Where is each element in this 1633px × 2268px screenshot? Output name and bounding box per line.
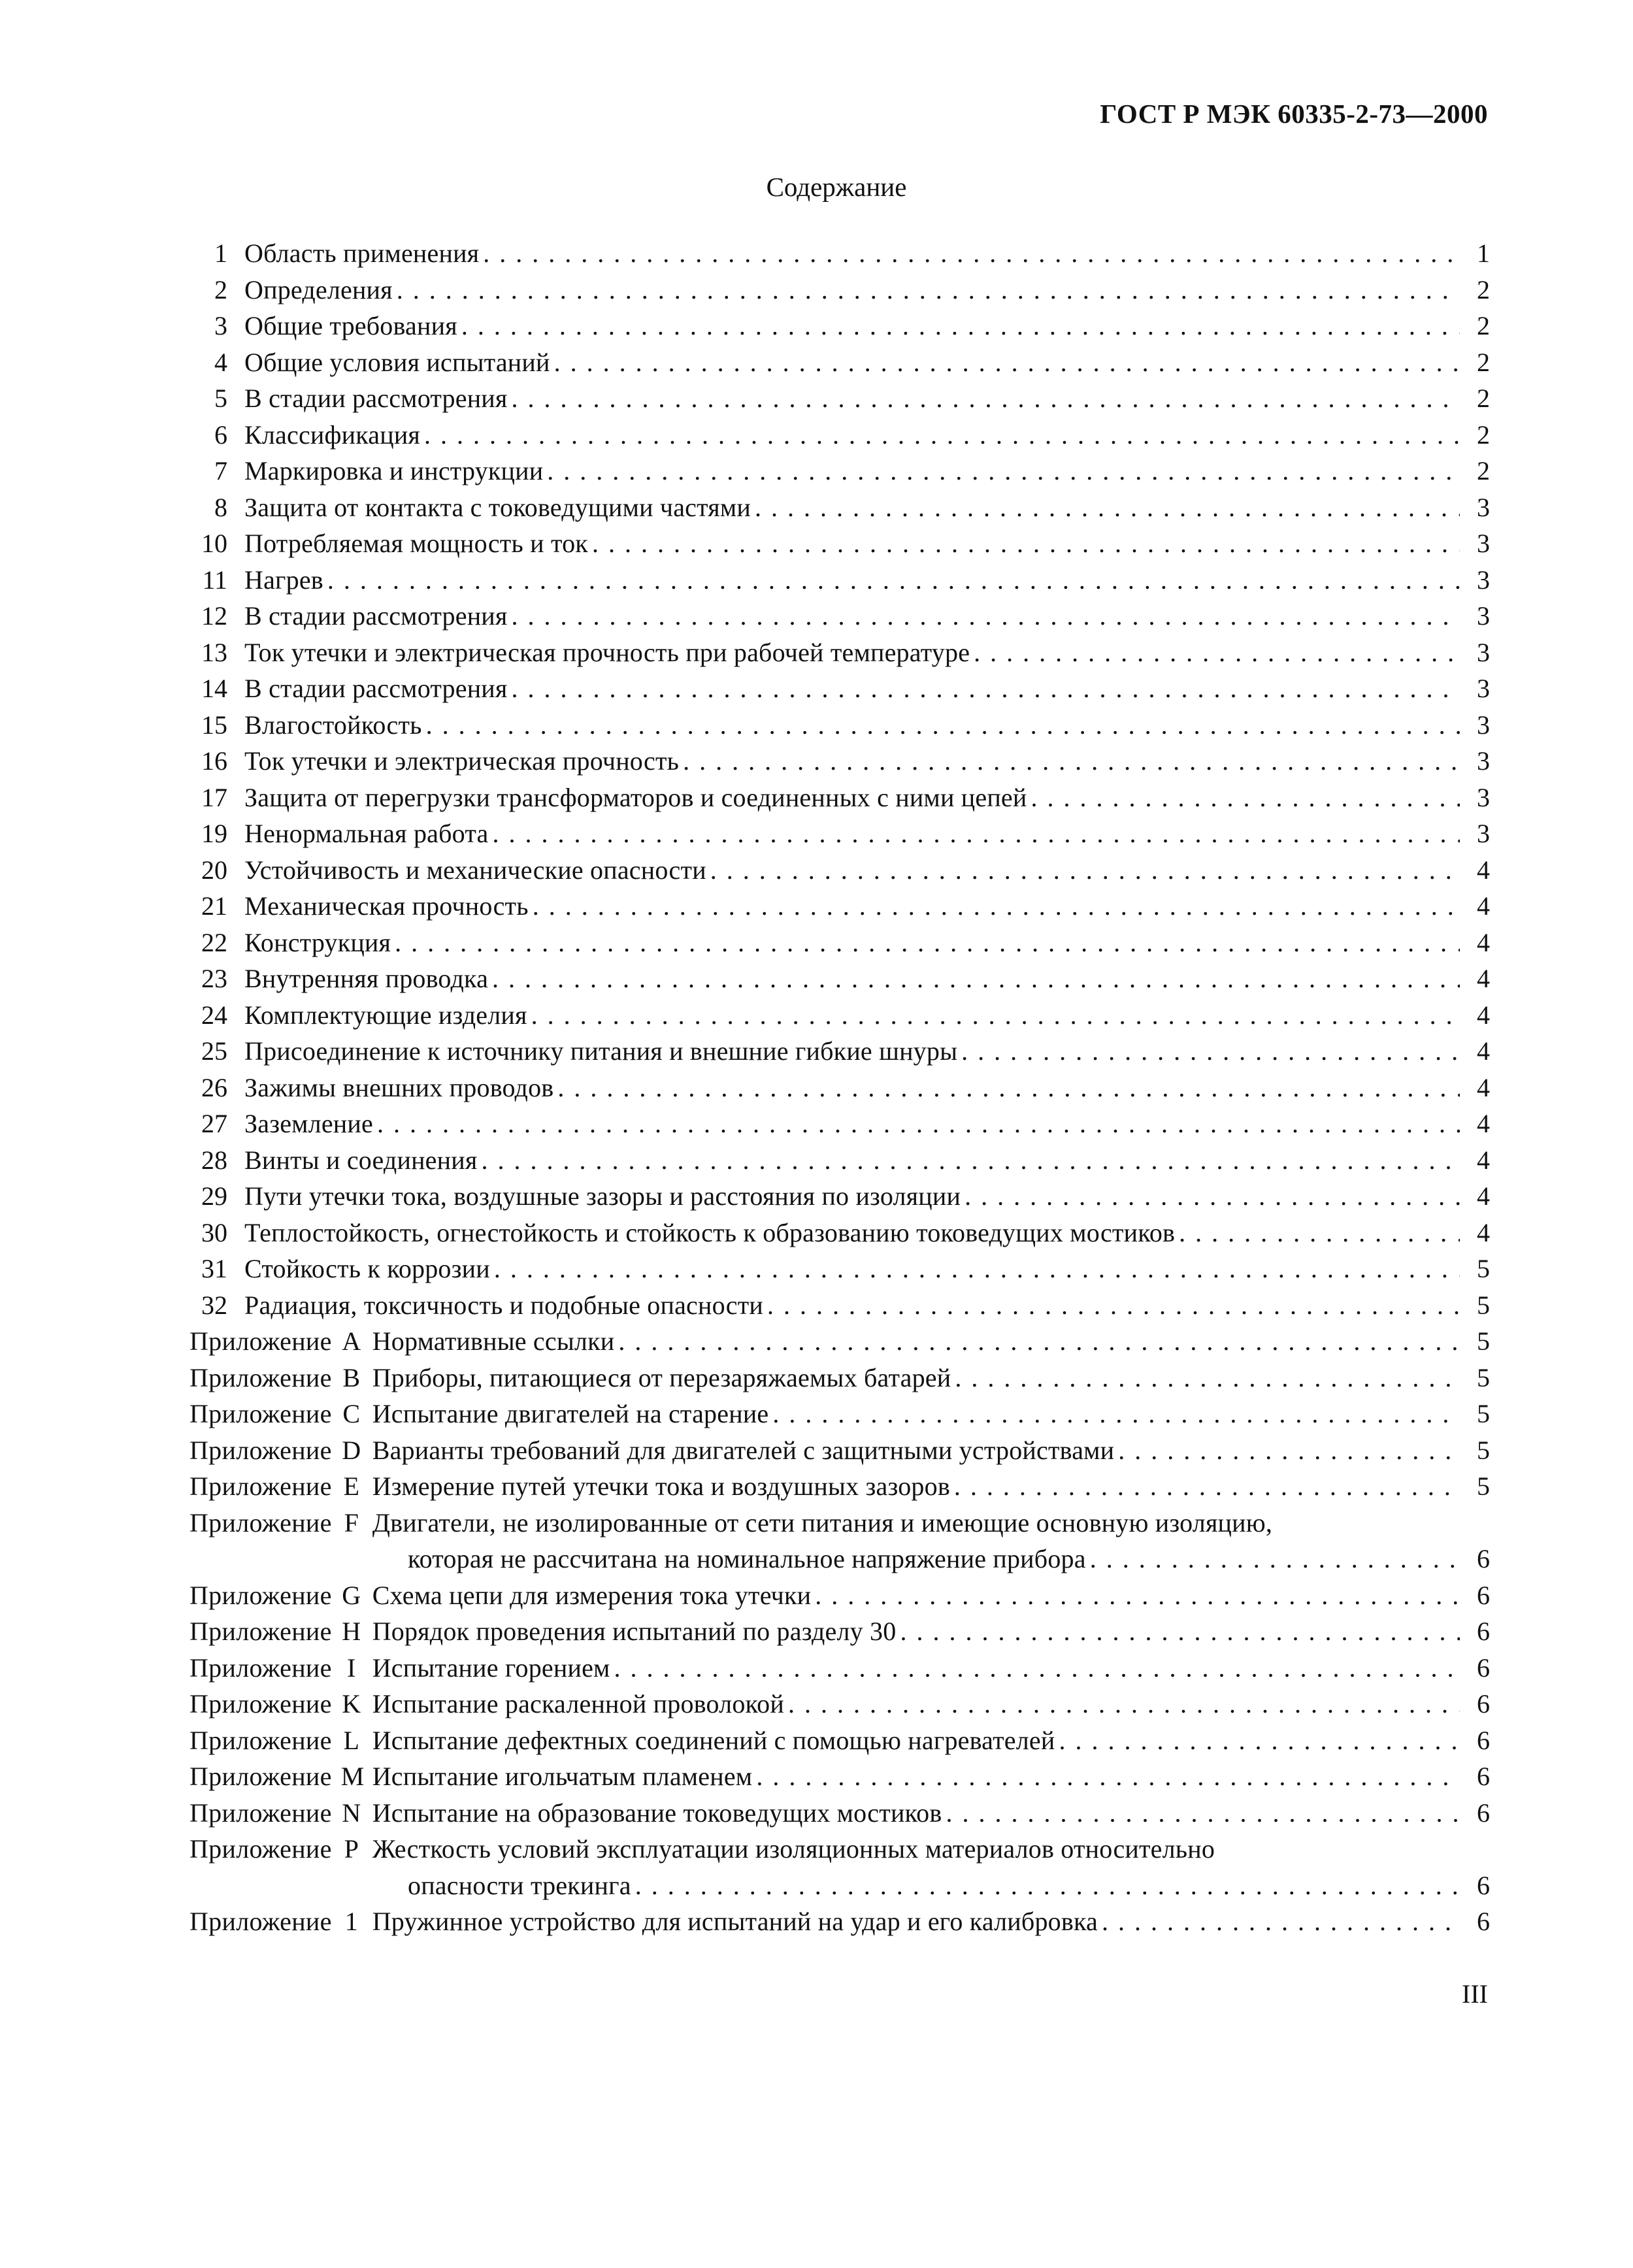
section-title: Присоединение к источнику питания и внешние гибкие шнуры — [244, 1036, 958, 1066]
toc-appendix-entry — [190, 1686, 1490, 1722]
appendix-page: 6 — [1477, 1907, 1490, 1936]
section-number: 3 — [214, 311, 227, 340]
dot-leader — [512, 598, 1460, 634]
section-page: 2 — [1477, 347, 1490, 377]
section-number: 29 — [201, 1181, 227, 1211]
section-page: 3 — [1477, 529, 1490, 558]
toc-entry — [190, 1215, 1490, 1251]
page-number: III — [1462, 1979, 1488, 2009]
section-title: Потребляемая мощность и ток — [244, 529, 588, 558]
dot-leader — [494, 1251, 1460, 1287]
appendix-letter: I — [347, 1652, 356, 1683]
appendix-label — [190, 1613, 362, 1650]
section-page: 2 — [1477, 419, 1490, 450]
section-number: 21 — [201, 891, 227, 921]
section-page: 4 — [1477, 1000, 1490, 1030]
appendix-page: 6 — [1477, 1652, 1490, 1683]
section-number: 26 — [201, 1072, 227, 1102]
dot-leader — [1179, 1215, 1460, 1251]
appendix-letter: F — [344, 1507, 359, 1537]
appendix-word: Приложение — [190, 1762, 332, 1791]
toc-appendix-entry — [190, 1903, 1490, 1940]
toc-entry — [190, 1142, 1490, 1179]
toc-entry — [190, 997, 1490, 1034]
section-number: 25 — [201, 1036, 227, 1066]
dot-leader — [900, 1613, 1460, 1650]
appendix-label — [190, 1432, 362, 1469]
appendix-letter: H — [342, 1617, 361, 1646]
appendix-word: Приложение — [190, 1362, 332, 1392]
appendix-page: 5 — [1477, 1362, 1490, 1392]
section-title: Стойкость к коррозии — [244, 1254, 490, 1283]
dot-leader — [592, 525, 1460, 562]
section-title: Ненормальная работа — [244, 819, 489, 848]
section-number: 15 — [201, 710, 227, 740]
section-title: В стадии рассмотрения — [244, 674, 508, 703]
appendix-title: опасности трекинга — [408, 1870, 631, 1900]
appendix-word: Приложение — [190, 1798, 332, 1828]
dot-leader — [327, 562, 1460, 599]
dot-leader — [954, 1468, 1460, 1505]
section-title: Внутренняя проводка — [244, 964, 489, 993]
appendix-letter: E — [343, 1471, 359, 1501]
section-number: 27 — [201, 1109, 227, 1138]
dot-leader — [554, 344, 1460, 381]
section-number: 19 — [201, 819, 227, 848]
section-page: 5 — [1477, 1290, 1490, 1320]
appendix-word: Приложение — [190, 1652, 332, 1683]
appendix-title: Варианты требований для двигателей с защитными устройствами — [372, 1435, 1115, 1465]
section-number: 22 — [201, 927, 227, 957]
dot-leader — [755, 489, 1460, 526]
section-title: Общие условия испытаний — [244, 347, 550, 377]
dot-leader — [961, 1033, 1460, 1070]
appendix-word: Приложение — [190, 1907, 332, 1936]
appendix-letter: A — [342, 1326, 361, 1356]
appendix-letter: P — [344, 1834, 359, 1864]
section-number: 6 — [214, 419, 227, 450]
dot-leader — [965, 1178, 1460, 1215]
section-page: 2 — [1477, 311, 1490, 340]
appendix-letter: L — [343, 1725, 359, 1755]
appendix-page: 6 — [1477, 1798, 1490, 1828]
dot-leader — [946, 1795, 1460, 1832]
section-number: 12 — [201, 601, 227, 631]
toc-entry — [190, 489, 1490, 526]
toc-entry — [190, 925, 1490, 961]
appendix-title: Двигатели, не изолированные от сети питания и имеющие основную изоляцию, — [372, 1507, 1273, 1537]
section-page: 2 — [1477, 384, 1490, 413]
appendix-page: 5 — [1477, 1435, 1490, 1465]
section-title: Заземление — [244, 1109, 373, 1138]
appendix-title: Испытание на образование токоведущих мостиков — [372, 1798, 942, 1828]
toc-entry — [190, 743, 1490, 780]
section-number: 13 — [201, 637, 227, 667]
section-page: 3 — [1477, 637, 1490, 667]
toc-entry — [190, 670, 1490, 707]
toc-appendix-entry — [190, 1831, 1490, 1867]
dot-leader — [772, 1396, 1460, 1432]
section-page: 3 — [1477, 492, 1490, 522]
section-title: Ток утечки и электрическая прочность — [244, 746, 680, 776]
appendix-letter: 1 — [344, 1907, 358, 1936]
toc-appendix-entry — [190, 1795, 1490, 1832]
section-title: Определения — [244, 274, 393, 304]
dot-leader — [1031, 780, 1460, 816]
toc-entry — [190, 707, 1490, 744]
appendix-label — [190, 1903, 362, 1940]
section-title: Зажимы внешних проводов — [244, 1072, 554, 1102]
section-title: Общие требования — [244, 311, 457, 340]
dot-leader — [815, 1577, 1460, 1614]
dot-leader — [974, 634, 1460, 671]
section-page: 3 — [1477, 565, 1490, 595]
section-title: Механическая прочность — [244, 891, 529, 921]
section-page: 3 — [1477, 710, 1490, 740]
appendix-page: 5 — [1477, 1471, 1490, 1501]
section-page: 4 — [1477, 1072, 1490, 1102]
dot-leader — [635, 1867, 1460, 1904]
section-page: 5 — [1477, 1254, 1490, 1283]
section-number: 23 — [201, 964, 227, 993]
dot-leader — [547, 453, 1460, 489]
toc-appendix-continuation — [190, 1867, 1490, 1904]
toc-entry — [190, 852, 1490, 889]
toc-entry — [190, 272, 1490, 308]
appendix-page: 6 — [1477, 1689, 1490, 1718]
dot-leader — [533, 888, 1460, 925]
section-number: 17 — [201, 782, 227, 812]
section-title: Ток утечки и электрическая прочность при рабочей температуре — [244, 637, 970, 667]
appendix-letter: G — [342, 1580, 361, 1610]
toc-entry — [190, 1251, 1490, 1287]
appendix-page: 6 — [1477, 1762, 1490, 1791]
section-number: 32 — [201, 1290, 227, 1320]
section-number: 16 — [201, 746, 227, 776]
dot-leader — [788, 1686, 1460, 1722]
section-title: Устойчивость и механические опасности — [244, 855, 706, 885]
appendix-page: 6 — [1477, 1725, 1490, 1755]
appendix-title: Схема цепи для измерения тока утечки — [372, 1580, 812, 1610]
toc-entry — [190, 344, 1490, 381]
section-page: 3 — [1477, 819, 1490, 848]
dot-leader — [955, 1360, 1460, 1396]
appendix-label — [190, 1650, 362, 1686]
toc-entry — [190, 598, 1490, 634]
appendix-page: 5 — [1477, 1399, 1490, 1428]
appendix-word: Приложение — [190, 1399, 332, 1428]
appendix-letter: K — [342, 1689, 361, 1718]
section-title: Защита от контакта с токоведущими частями — [244, 492, 751, 522]
toc-entry — [190, 562, 1490, 599]
appendix-word: Приложение — [190, 1326, 332, 1356]
section-title: Радиация, токсичность и подобные опасности — [244, 1290, 764, 1320]
toc-appendix-entry — [190, 1505, 1490, 1541]
dot-leader — [1059, 1722, 1460, 1759]
toc-appendix-entry — [190, 1577, 1490, 1614]
dot-leader — [483, 235, 1460, 272]
section-page: 4 — [1477, 1217, 1490, 1247]
appendix-page: 6 — [1477, 1580, 1490, 1610]
appendix-label — [190, 1831, 362, 1867]
appendix-word: Приложение — [190, 1725, 332, 1755]
appendix-letter: N — [342, 1798, 361, 1828]
appendix-title: Измерение путей утечки тока и воздушных зазоров — [372, 1471, 950, 1501]
section-title: Нагрев — [244, 565, 323, 595]
appendix-page: 5 — [1477, 1326, 1490, 1356]
appendix-letter: B — [342, 1362, 361, 1392]
toc-appendix-continuation — [190, 1541, 1490, 1577]
toc-entry — [190, 1106, 1490, 1142]
appendix-page: 6 — [1477, 1870, 1490, 1900]
appendix-label — [190, 1396, 362, 1432]
toc-entry — [190, 235, 1490, 272]
appendix-label — [190, 1323, 362, 1360]
appendix-label — [190, 1795, 362, 1832]
appendix-label — [190, 1722, 362, 1759]
appendix-page: 6 — [1477, 1617, 1490, 1646]
section-number: 10 — [201, 529, 227, 558]
section-number: 8 — [214, 492, 227, 522]
section-page: 1 — [1477, 238, 1490, 268]
section-title: Классификация — [244, 419, 421, 450]
appendix-page: 6 — [1477, 1544, 1490, 1573]
section-page: 2 — [1477, 456, 1490, 485]
section-title: Винты и соединения — [244, 1145, 478, 1175]
toc-appendix-entry — [190, 1396, 1490, 1432]
section-page: 3 — [1477, 746, 1490, 776]
appendix-label — [190, 1686, 362, 1722]
toc-entry — [190, 417, 1490, 453]
section-number: 14 — [201, 674, 227, 703]
section-title: В стадии рассмотрения — [244, 601, 508, 631]
toc-entry — [190, 1070, 1490, 1106]
dot-leader — [426, 707, 1460, 744]
toc-appendix-entry — [190, 1323, 1490, 1360]
dot-leader — [397, 272, 1460, 308]
toc-appendix-entry — [190, 1758, 1490, 1795]
appendix-title: которая не рассчитана на номинальное напряжение прибора — [408, 1544, 1086, 1573]
section-page: 4 — [1477, 855, 1490, 885]
dot-leader — [481, 1142, 1460, 1179]
dot-leader — [756, 1758, 1460, 1795]
appendix-title: Испытание раскаленной проволокой — [372, 1689, 784, 1718]
dot-leader — [512, 670, 1460, 707]
dot-leader — [492, 961, 1460, 997]
toc-appendix-entry — [190, 1722, 1490, 1759]
toc-entry — [190, 780, 1490, 816]
appendix-title: Пружинное устройство для испытаний на удар и его калибровка — [372, 1907, 1098, 1936]
toc-appendix-entry — [190, 1650, 1490, 1686]
toc-entry — [190, 525, 1490, 562]
section-number: 24 — [201, 1000, 227, 1030]
appendix-word: Приложение — [190, 1689, 332, 1718]
appendix-word: Приложение — [190, 1507, 332, 1537]
dot-leader — [710, 852, 1460, 889]
toc-appendix-entry — [190, 1432, 1490, 1469]
section-number: 4 — [214, 347, 227, 377]
dot-leader — [424, 417, 1460, 453]
section-title: Комплектующие изделия — [244, 1000, 527, 1030]
appendix-word: Приложение — [190, 1834, 332, 1864]
section-title: Теплостойкость, огнестойкость и стойкость к образованию токоведущих мостиков — [244, 1217, 1176, 1247]
section-number: 7 — [214, 456, 227, 485]
appendix-word: Приложение — [190, 1617, 332, 1646]
appendix-word: Приложение — [190, 1435, 332, 1465]
standard-header: ГОСТ Р МЭК 60335-2-73—2000 — [1100, 99, 1488, 129]
toc-entry — [190, 815, 1490, 852]
section-title: Влагостойкость — [244, 710, 422, 740]
section-title: Защита от перегрузки трансформаторов и соединенных с ними цепей — [244, 782, 1027, 812]
toc-entry — [190, 1178, 1490, 1215]
dot-leader — [512, 380, 1460, 417]
appendix-title: Нормативные ссылки — [372, 1326, 615, 1356]
dot-leader — [395, 925, 1460, 961]
dot-leader — [531, 997, 1460, 1034]
appendix-label — [190, 1758, 365, 1795]
appendix-title: Испытание игольчатым пламенем — [372, 1762, 753, 1791]
toc-title: Содержание — [766, 172, 907, 202]
dot-leader — [1118, 1432, 1460, 1469]
toc-entry — [190, 1033, 1490, 1070]
toc-entry — [190, 308, 1490, 344]
section-number: 20 — [201, 855, 227, 885]
appendix-title: Жесткость условий эксплуатации изоляционных материалов относительно — [372, 1834, 1215, 1864]
appendix-label — [190, 1360, 362, 1396]
dot-leader — [683, 743, 1460, 780]
section-page: 4 — [1477, 927, 1490, 957]
dot-leader — [377, 1106, 1460, 1142]
section-page: 2 — [1477, 274, 1490, 304]
toc-entry — [190, 453, 1490, 489]
dot-leader — [557, 1070, 1460, 1106]
section-number: 5 — [214, 384, 227, 413]
section-number: 30 — [201, 1217, 227, 1247]
section-page: 4 — [1477, 1145, 1490, 1175]
appendix-label — [190, 1505, 362, 1541]
section-page: 4 — [1477, 1181, 1490, 1211]
section-page: 3 — [1477, 601, 1490, 631]
toc-appendix-entry — [190, 1468, 1490, 1505]
section-page: 4 — [1477, 1109, 1490, 1138]
section-title: Маркировка и инструкции — [244, 456, 544, 485]
section-title: Пути утечки тока, воздушные зазоры и расстояния по изоляции — [244, 1181, 961, 1211]
section-page: 3 — [1477, 674, 1490, 703]
dot-leader — [492, 815, 1460, 852]
appendix-title: Приборы, питающиеся от перезаряжаемых батарей — [372, 1362, 951, 1392]
table-of-contents — [190, 235, 1490, 1940]
section-page: 4 — [1477, 891, 1490, 921]
appendix-word: Приложение — [190, 1580, 332, 1610]
appendix-title: Испытание горением — [372, 1652, 610, 1683]
toc-appendix-entry — [190, 1360, 1490, 1396]
toc-appendix-entry — [190, 1613, 1490, 1650]
appendix-title: Порядок проведения испытаний по разделу 30 — [372, 1617, 897, 1646]
toc-entry — [190, 634, 1490, 671]
toc-entry — [190, 888, 1490, 925]
section-number: 11 — [202, 565, 227, 595]
appendix-label — [190, 1468, 362, 1505]
dot-leader — [1102, 1903, 1460, 1940]
toc-entry — [190, 1287, 1490, 1324]
toc-entry — [190, 380, 1490, 417]
section-page: 4 — [1477, 964, 1490, 993]
appendix-letter: D — [342, 1435, 361, 1465]
dot-leader — [614, 1650, 1460, 1686]
dot-leader — [767, 1287, 1460, 1324]
section-title: В стадии рассмотрения — [244, 384, 508, 413]
dot-leader — [1090, 1541, 1460, 1577]
dot-leader — [461, 308, 1460, 344]
toc-entry — [190, 961, 1490, 997]
section-number: 28 — [201, 1145, 227, 1175]
appendix-title: Испытание двигателей на старение — [372, 1399, 769, 1428]
section-title: Область применения — [244, 238, 480, 268]
appendix-word: Приложение — [190, 1471, 332, 1501]
dot-leader — [618, 1323, 1460, 1360]
appendix-letter: M — [340, 1762, 365, 1791]
section-page: 4 — [1477, 1036, 1490, 1066]
section-number: 2 — [214, 274, 227, 304]
section-title: Конструкция — [244, 927, 391, 957]
appendix-title: Испытание дефектных соединений с помощью нагревателей — [372, 1725, 1055, 1755]
appendix-label — [190, 1577, 362, 1614]
section-page: 3 — [1477, 782, 1490, 812]
section-number: 1 — [214, 238, 227, 268]
section-number: 31 — [201, 1254, 227, 1283]
appendix-letter: C — [342, 1399, 361, 1428]
